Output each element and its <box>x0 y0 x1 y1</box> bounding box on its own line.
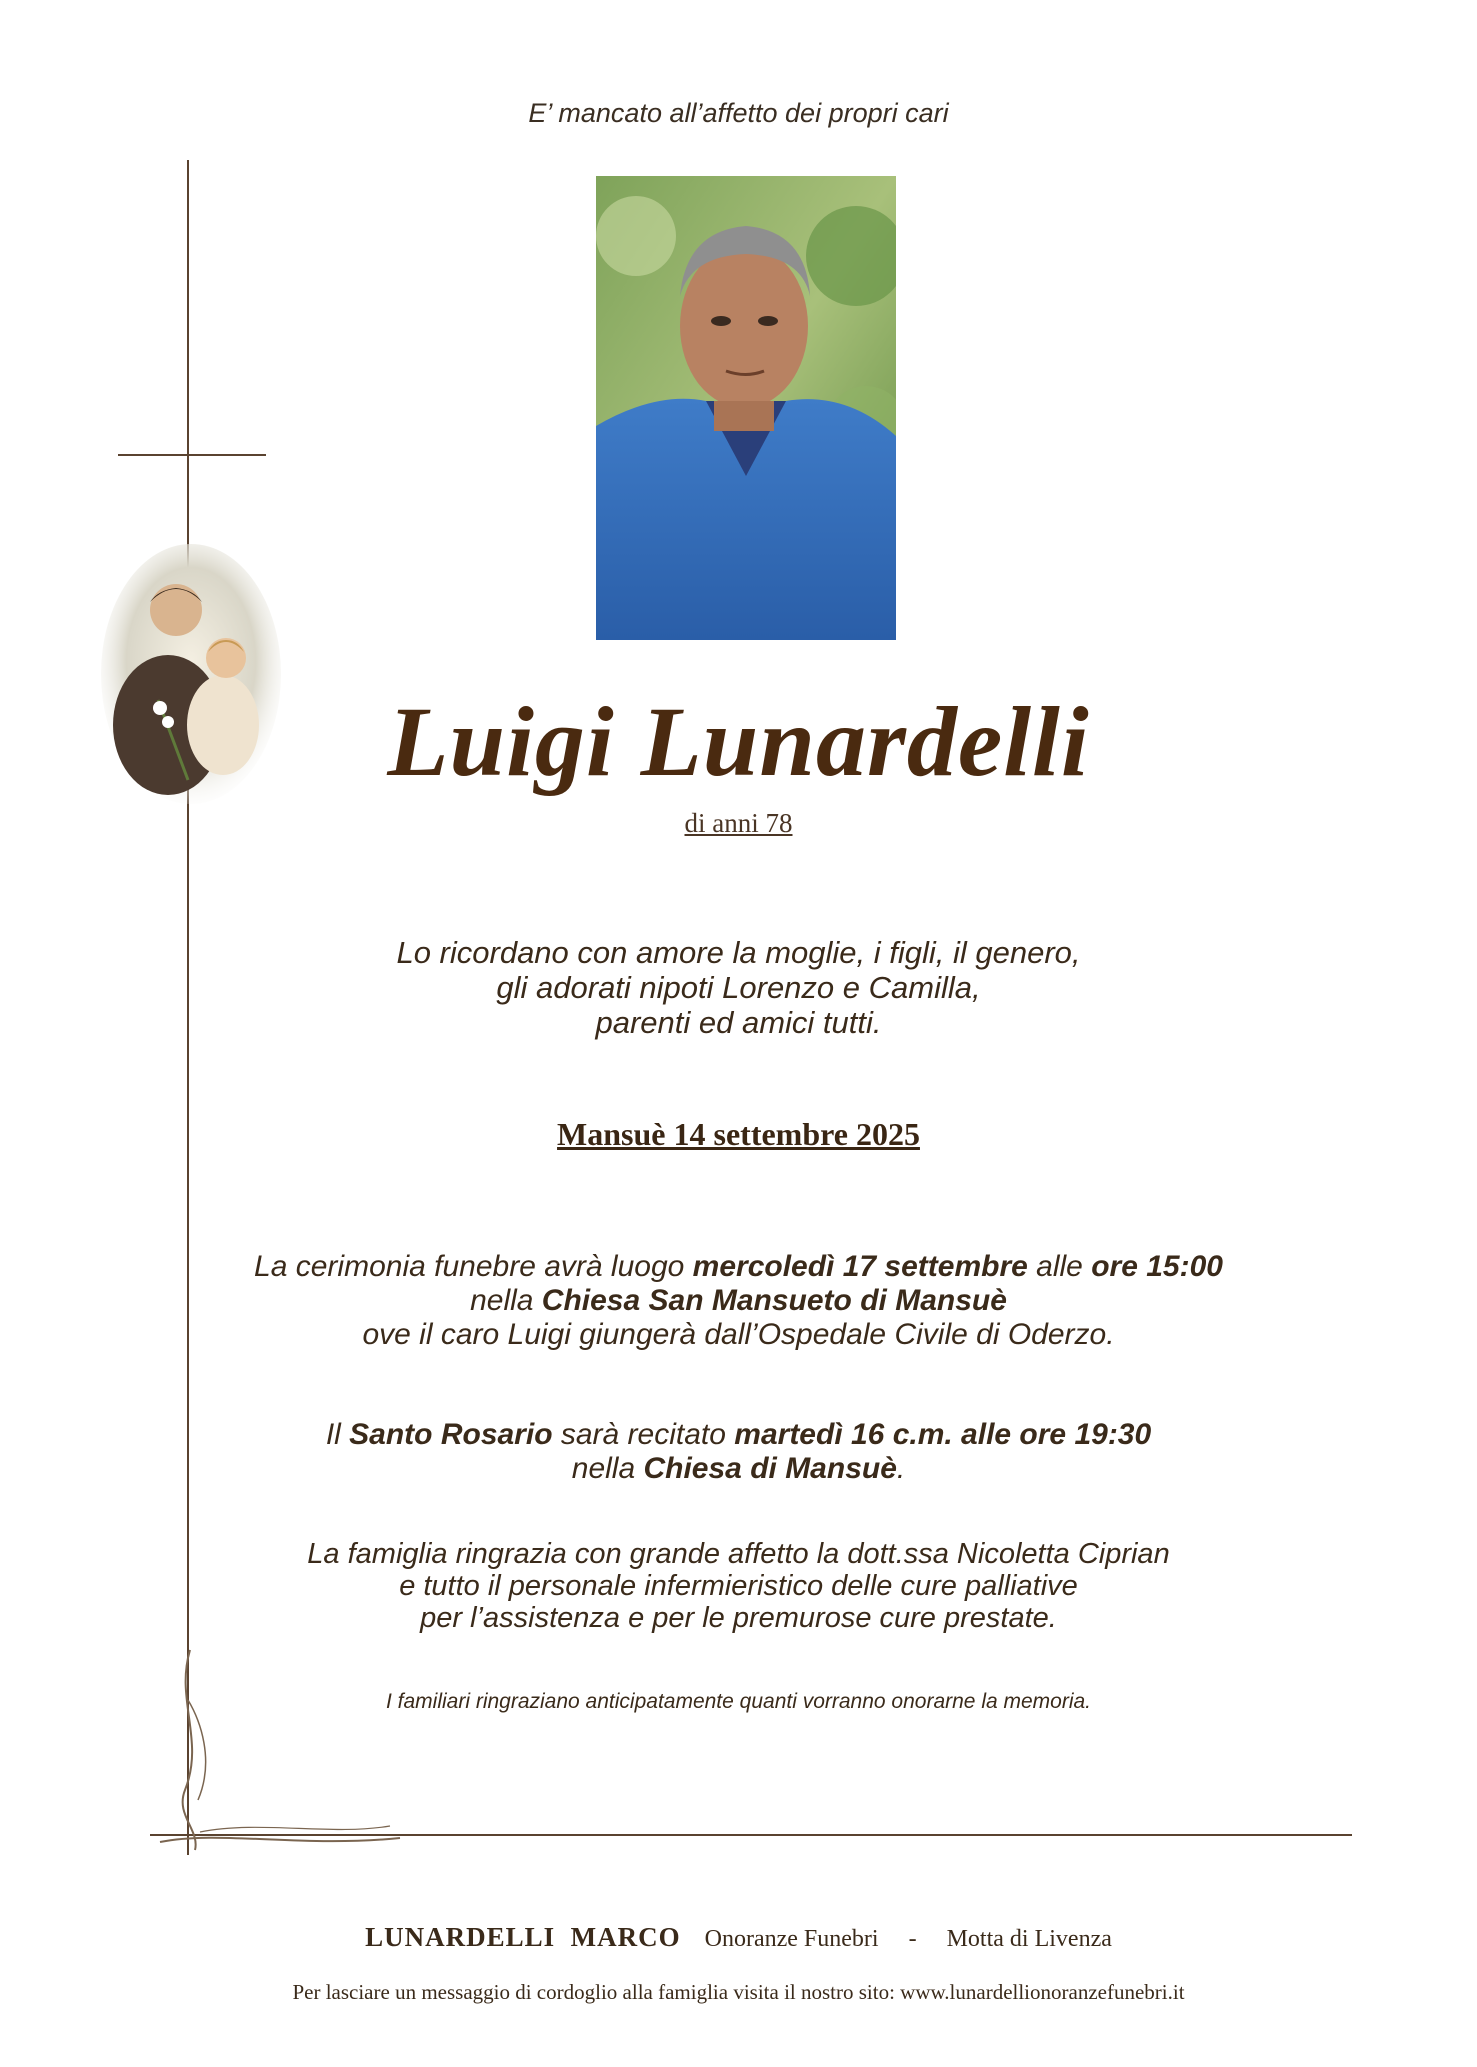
portrait-photo <box>596 176 896 640</box>
company-city: Motta di Livenza <box>946 1926 1112 1952</box>
rosary-text: sarà recitato <box>552 1418 735 1451</box>
rosary-church: Chiesa di Mansuè <box>643 1452 897 1485</box>
thanks-line: per l’assistenza e per le premurose cure prestate. <box>420 1602 1057 1634</box>
ceremony-text: nella <box>470 1284 542 1317</box>
intro-text: E’ mancato all’affetto dei propri cari <box>528 98 949 128</box>
ceremony-line-1 <box>0 1250 1477 1284</box>
ceremony-text: La cerimonia funebre avrà luogo <box>254 1250 693 1283</box>
family-paragraph <box>0 935 1477 1040</box>
ceremony-paragraph <box>0 1250 1477 1352</box>
thanks-line: La famiglia ringrazia con grande affetto la dott.ssa Nicoletta Ciprian <box>307 1538 1170 1570</box>
footer-dash: - <box>908 1926 917 1952</box>
rosary-line-2 <box>0 1452 1477 1486</box>
footer-website-message: Per lasciare un messaggio di cordoglio alla famiglia visita il nostro sito: www.lunardellionoranzefunebri.it <box>292 1980 1185 2004</box>
rosary-text: . <box>896 1452 906 1485</box>
company-service: Onoranze Funebri <box>704 1926 879 1952</box>
rosary-time: martedì 16 c.m. alle ore 19:30 <box>734 1418 1152 1451</box>
deceased-name: Luigi Lunardelli <box>387 686 1090 797</box>
rosary-line-1 <box>0 1418 1477 1452</box>
rosary-text: Il <box>325 1418 350 1451</box>
ceremony-church: Chiesa San Mansueto di Mansuè <box>541 1284 1007 1317</box>
ceremony-text: alle <box>1027 1250 1092 1283</box>
age-text: di anni 78 <box>684 808 793 838</box>
ceremony-line-3: ove il caro Luigi giungerà dall’Ospedale Civile di Oderzo. <box>362 1318 1115 1351</box>
thanks-line: e tutto il personale infermieristico delle cure palliative <box>399 1570 1078 1602</box>
rosary-title: Santo Rosario <box>349 1418 553 1451</box>
ceremony-time: ore 15:00 <box>1091 1250 1223 1283</box>
ceremony-day: mercoledì 17 settembre <box>692 1250 1028 1283</box>
place-date: Mansuè 14 settembre 2025 <box>557 1116 920 1152</box>
rosary-paragraph <box>0 1418 1477 1486</box>
portrait-illustration <box>596 176 896 640</box>
ceremony-line-2 <box>0 1284 1477 1318</box>
family-line: gli adorati nipoti Lorenzo e Camilla, <box>496 970 981 1005</box>
closing-note: I familiari ringraziano anticipatamente quanti vorranno onorarne la memoria. <box>385 1690 1092 1713</box>
company-name: LUNARDELLI MARCO <box>365 1922 681 1952</box>
thanks-paragraph <box>0 1538 1477 1634</box>
footer-company-line <box>0 1922 1477 1953</box>
rosary-text: nella <box>571 1452 644 1485</box>
family-line: Lo ricordano con amore la moglie, i figli, il genero, <box>396 935 1081 970</box>
family-line: parenti ed amici tutti. <box>595 1005 882 1040</box>
